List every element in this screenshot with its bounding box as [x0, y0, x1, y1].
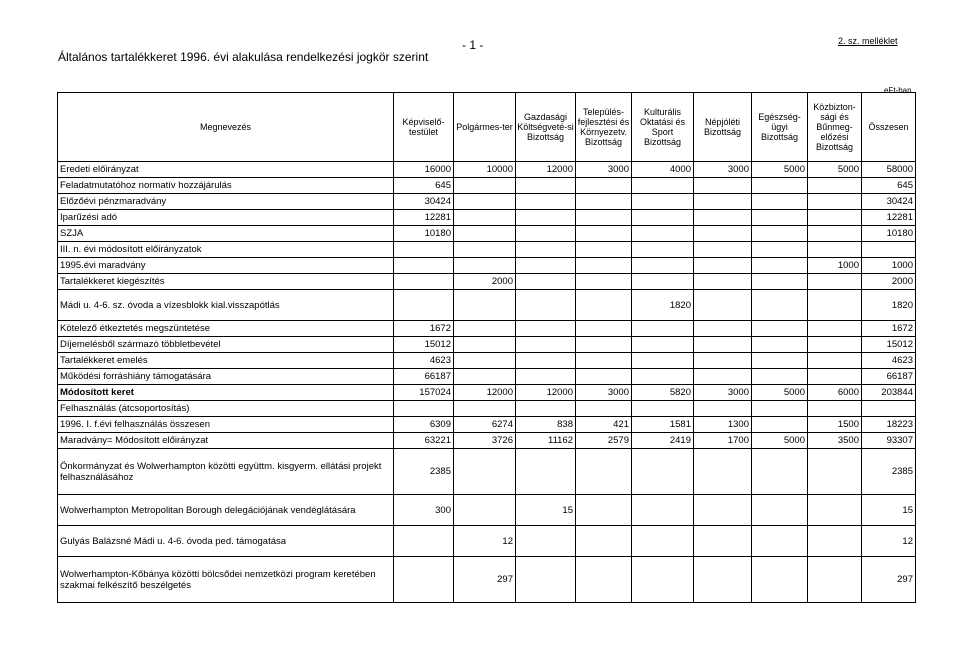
col-header-development-committee: Település-fejlesztési és Környezetv. Bizottság — [576, 93, 632, 162]
cell-value: 297 — [454, 557, 516, 603]
cell-value: 30424 — [862, 194, 916, 210]
col-header-name: Megnevezés — [58, 93, 394, 162]
cell-value: 2419 — [632, 433, 694, 449]
cell-value — [752, 321, 808, 337]
cell-value — [752, 369, 808, 385]
cell-value — [808, 337, 862, 353]
cell-value — [808, 194, 862, 210]
cell-value: 4623 — [862, 353, 916, 369]
table-row — [58, 369, 916, 385]
cell-value: 838 — [516, 417, 576, 433]
table-row — [58, 162, 916, 178]
row-label: III. n. évi módosított előirányzatok — [58, 242, 394, 258]
cell-value — [576, 242, 632, 258]
cell-value — [694, 178, 752, 194]
table-row — [58, 258, 916, 274]
cell-value: 5000 — [752, 162, 808, 178]
cell-value — [454, 353, 516, 369]
cell-value — [576, 274, 632, 290]
cell-value — [632, 449, 694, 495]
cell-value — [454, 449, 516, 495]
table-row — [58, 353, 916, 369]
cell-value — [632, 210, 694, 226]
row-label: Tartalékkeret emelés — [58, 353, 394, 369]
unit-label: eFt-ban — [884, 86, 912, 95]
cell-value: 421 — [576, 417, 632, 433]
col-header-welfare-committee: Népjóléti Bizottság — [694, 93, 752, 162]
annex-label: 2. sz. melléklet — [838, 36, 898, 46]
cell-value: 15012 — [862, 337, 916, 353]
cell-value — [808, 369, 862, 385]
col-header-culture-committee: Kulturális Oktatási és Sport Bizottság — [632, 93, 694, 162]
col-header-total: Összesen — [862, 93, 916, 162]
cell-value — [576, 495, 632, 526]
row-label: 1995.évi maradvány — [58, 258, 394, 274]
cell-value — [516, 526, 576, 557]
cell-value — [632, 274, 694, 290]
cell-value — [808, 226, 862, 242]
cell-value: 5000 — [808, 162, 862, 178]
table-row — [58, 526, 916, 557]
cell-value — [808, 274, 862, 290]
cell-value — [394, 242, 454, 258]
table-row — [58, 178, 916, 194]
table-row — [58, 557, 916, 603]
col-header-council: Képviselő-testület — [394, 93, 454, 162]
cell-value — [752, 242, 808, 258]
cell-value — [632, 242, 694, 258]
cell-value — [576, 290, 632, 321]
cell-value: 157024 — [394, 385, 454, 401]
cell-value — [752, 210, 808, 226]
cell-value — [632, 401, 694, 417]
cell-value: 1500 — [808, 417, 862, 433]
cell-value — [752, 449, 808, 495]
cell-value — [394, 290, 454, 321]
cell-value — [694, 258, 752, 274]
table-row — [58, 417, 916, 433]
cell-value — [576, 526, 632, 557]
col-header-health-committee: Egészség-ügyi Bizottság — [752, 93, 808, 162]
cell-value: 6274 — [454, 417, 516, 433]
cell-value: 4623 — [394, 353, 454, 369]
budget-table — [57, 92, 916, 603]
cell-value — [516, 274, 576, 290]
cell-value — [516, 321, 576, 337]
cell-value: 1820 — [632, 290, 694, 321]
cell-value: 16000 — [394, 162, 454, 178]
cell-value: 66187 — [862, 369, 916, 385]
cell-value: 15012 — [394, 337, 454, 353]
cell-value: 3000 — [694, 162, 752, 178]
cell-value — [752, 178, 808, 194]
cell-value — [808, 321, 862, 337]
page-number: - 1 - — [462, 38, 484, 52]
cell-value — [694, 242, 752, 258]
cell-value — [752, 417, 808, 433]
cell-value — [752, 274, 808, 290]
cell-value — [694, 526, 752, 557]
cell-value — [808, 557, 862, 603]
cell-value: 63221 — [394, 433, 454, 449]
cell-value — [694, 557, 752, 603]
cell-value: 12281 — [394, 210, 454, 226]
cell-value — [632, 337, 694, 353]
cell-value: 5000 — [752, 385, 808, 401]
table-row — [58, 433, 916, 449]
cell-value: 10000 — [454, 162, 516, 178]
cell-value: 1672 — [394, 321, 454, 337]
cell-value: 2000 — [454, 274, 516, 290]
cell-value — [516, 258, 576, 274]
table-row — [58, 210, 916, 226]
table-row — [58, 401, 916, 417]
cell-value — [694, 210, 752, 226]
cell-value: 12000 — [516, 385, 576, 401]
cell-value — [454, 369, 516, 385]
cell-value — [694, 226, 752, 242]
cell-value: 3000 — [576, 385, 632, 401]
cell-value: 4000 — [632, 162, 694, 178]
table-row — [58, 242, 916, 258]
cell-value — [694, 290, 752, 321]
cell-value — [862, 401, 916, 417]
cell-value — [576, 210, 632, 226]
row-label: Kötelező étkeztetés megszüntetése — [58, 321, 394, 337]
row-label: Maradvány= Módosított előirányzat — [58, 433, 394, 449]
cell-value: 3000 — [576, 162, 632, 178]
cell-value: 6000 — [808, 385, 862, 401]
col-header-security-committee: Közbizton-sági és Bűnmeg-előzési Bizottság — [808, 93, 862, 162]
cell-value: 1000 — [862, 258, 916, 274]
cell-value — [808, 210, 862, 226]
cell-value — [632, 178, 694, 194]
cell-value — [752, 226, 808, 242]
cell-value — [808, 353, 862, 369]
cell-value — [454, 226, 516, 242]
row-label: Módosított keret — [58, 385, 394, 401]
row-label: Felhasználás (átcsoportosítás) — [58, 401, 394, 417]
table-row — [58, 495, 916, 526]
cell-value — [516, 194, 576, 210]
cell-value — [752, 290, 808, 321]
cell-value: 1000 — [808, 258, 862, 274]
cell-value — [808, 178, 862, 194]
row-label: Eredeti előirányzat — [58, 162, 394, 178]
cell-value — [694, 321, 752, 337]
cell-value: 3500 — [808, 433, 862, 449]
cell-value — [752, 526, 808, 557]
cell-value — [576, 401, 632, 417]
row-label: Feladatmutatóhoz normatív hozzájárulás — [58, 178, 394, 194]
cell-value: 12281 — [862, 210, 916, 226]
cell-value — [454, 194, 516, 210]
cell-value: 93307 — [862, 433, 916, 449]
cell-value — [694, 194, 752, 210]
cell-value — [516, 210, 576, 226]
cell-value — [862, 242, 916, 258]
cell-value: 10180 — [394, 226, 454, 242]
table-row — [58, 337, 916, 353]
row-label: Wolwerhampton-Kőbánya közötti bölcsődei nemzetközi program keretében szakmai felkészítő beszélgetés — [58, 557, 394, 603]
row-label: Iparűzési adó — [58, 210, 394, 226]
cell-value — [632, 258, 694, 274]
cell-value — [576, 321, 632, 337]
cell-value — [394, 274, 454, 290]
cell-value — [516, 449, 576, 495]
cell-value — [632, 194, 694, 210]
col-header-economic-committee: Gazdasági Költségveté-si Bizottság — [516, 93, 576, 162]
cell-value: 2579 — [576, 433, 632, 449]
cell-value — [808, 449, 862, 495]
cell-value — [808, 401, 862, 417]
row-label: Wolwerhampton Metropolitan Borough delegációjának vendéglátására — [58, 495, 394, 526]
cell-value: 66187 — [394, 369, 454, 385]
table-row — [58, 321, 916, 337]
cell-value — [632, 226, 694, 242]
cell-value: 5820 — [632, 385, 694, 401]
row-label: Előzőévi pénzmaradvány — [58, 194, 394, 210]
col-header-mayor: Polgármes-ter — [454, 93, 516, 162]
table-row — [58, 226, 916, 242]
cell-value — [576, 226, 632, 242]
row-label: Díjemelésből származó többletbevétel — [58, 337, 394, 353]
cell-value — [516, 369, 576, 385]
table-row — [58, 290, 916, 321]
cell-value — [694, 353, 752, 369]
cell-value: 10180 — [862, 226, 916, 242]
cell-value — [752, 258, 808, 274]
cell-value — [576, 449, 632, 495]
cell-value — [454, 401, 516, 417]
cell-value — [632, 369, 694, 385]
cell-value — [694, 274, 752, 290]
cell-value: 12000 — [516, 162, 576, 178]
cell-value — [752, 401, 808, 417]
cell-value — [808, 495, 862, 526]
cell-value — [516, 557, 576, 603]
table-row — [58, 449, 916, 495]
cell-value: 5000 — [752, 433, 808, 449]
cell-value — [632, 353, 694, 369]
cell-value — [454, 178, 516, 194]
cell-value: 2000 — [862, 274, 916, 290]
cell-value: 15 — [862, 495, 916, 526]
row-label: Gulyás Balázsné Mádi u. 4-6. óvoda ped. támogatása — [58, 526, 394, 557]
cell-value — [394, 557, 454, 603]
cell-value: 2385 — [394, 449, 454, 495]
cell-value — [516, 290, 576, 321]
table-row — [58, 274, 916, 290]
row-label: SZJA — [58, 226, 394, 242]
cell-value: 30424 — [394, 194, 454, 210]
cell-value — [576, 194, 632, 210]
cell-value — [454, 321, 516, 337]
cell-value: 1300 — [694, 417, 752, 433]
cell-value — [576, 178, 632, 194]
cell-value: 6309 — [394, 417, 454, 433]
cell-value — [808, 290, 862, 321]
cell-value: 300 — [394, 495, 454, 526]
cell-value — [576, 337, 632, 353]
cell-value — [808, 242, 862, 258]
cell-value — [632, 557, 694, 603]
row-label: 1996. I. f.évi felhasználás összesen — [58, 417, 394, 433]
cell-value — [394, 258, 454, 274]
header-row — [58, 93, 916, 162]
cell-value — [752, 557, 808, 603]
cell-value — [694, 401, 752, 417]
cell-value — [454, 210, 516, 226]
cell-value — [632, 526, 694, 557]
cell-value — [394, 526, 454, 557]
cell-value: 12 — [862, 526, 916, 557]
cell-value: 645 — [862, 178, 916, 194]
cell-value — [516, 401, 576, 417]
cell-value: 1581 — [632, 417, 694, 433]
cell-value: 297 — [862, 557, 916, 603]
row-label: Működési forráshiány támogatására — [58, 369, 394, 385]
cell-value — [694, 449, 752, 495]
cell-value — [752, 495, 808, 526]
row-label: Tartalékkeret kiegészítés — [58, 274, 394, 290]
cell-value: 1820 — [862, 290, 916, 321]
cell-value — [694, 495, 752, 526]
cell-value — [752, 353, 808, 369]
cell-value: 645 — [394, 178, 454, 194]
cell-value: 11162 — [516, 433, 576, 449]
cell-value — [576, 369, 632, 385]
cell-value — [808, 526, 862, 557]
cell-value — [694, 369, 752, 385]
cell-value — [576, 353, 632, 369]
cell-value — [516, 353, 576, 369]
cell-value — [454, 290, 516, 321]
cell-value — [632, 495, 694, 526]
cell-value — [454, 242, 516, 258]
cell-value — [576, 258, 632, 274]
cell-value — [454, 337, 516, 353]
cell-value: 203844 — [862, 385, 916, 401]
cell-value — [632, 321, 694, 337]
row-label: Mádi u. 4-6. sz. óvoda a vízesblokk kial.visszapótlás — [58, 290, 394, 321]
row-label: Önkormányzat és Wolwerhampton közötti együttm. kisgyerm. ellátási projekt felhasználásához — [58, 449, 394, 495]
cell-value — [516, 226, 576, 242]
cell-value — [694, 337, 752, 353]
table-row — [58, 194, 916, 210]
cell-value: 18223 — [862, 417, 916, 433]
cell-value — [516, 337, 576, 353]
cell-value — [752, 337, 808, 353]
cell-value: 12000 — [454, 385, 516, 401]
cell-value — [516, 242, 576, 258]
cell-value: 3726 — [454, 433, 516, 449]
cell-value: 3000 — [694, 385, 752, 401]
table-row — [58, 385, 916, 401]
cell-value — [454, 258, 516, 274]
cell-value: 2385 — [862, 449, 916, 495]
cell-value: 1672 — [862, 321, 916, 337]
cell-value — [516, 178, 576, 194]
cell-value — [394, 401, 454, 417]
page-title: Általános tartalékkeret 1996. évi alakulása rendelkezési jogkör szerint — [58, 50, 429, 64]
cell-value: 1700 — [694, 433, 752, 449]
cell-value — [454, 495, 516, 526]
cell-value: 15 — [516, 495, 576, 526]
cell-value — [752, 194, 808, 210]
cell-value: 12 — [454, 526, 516, 557]
cell-value: 58000 — [862, 162, 916, 178]
cell-value — [576, 557, 632, 603]
